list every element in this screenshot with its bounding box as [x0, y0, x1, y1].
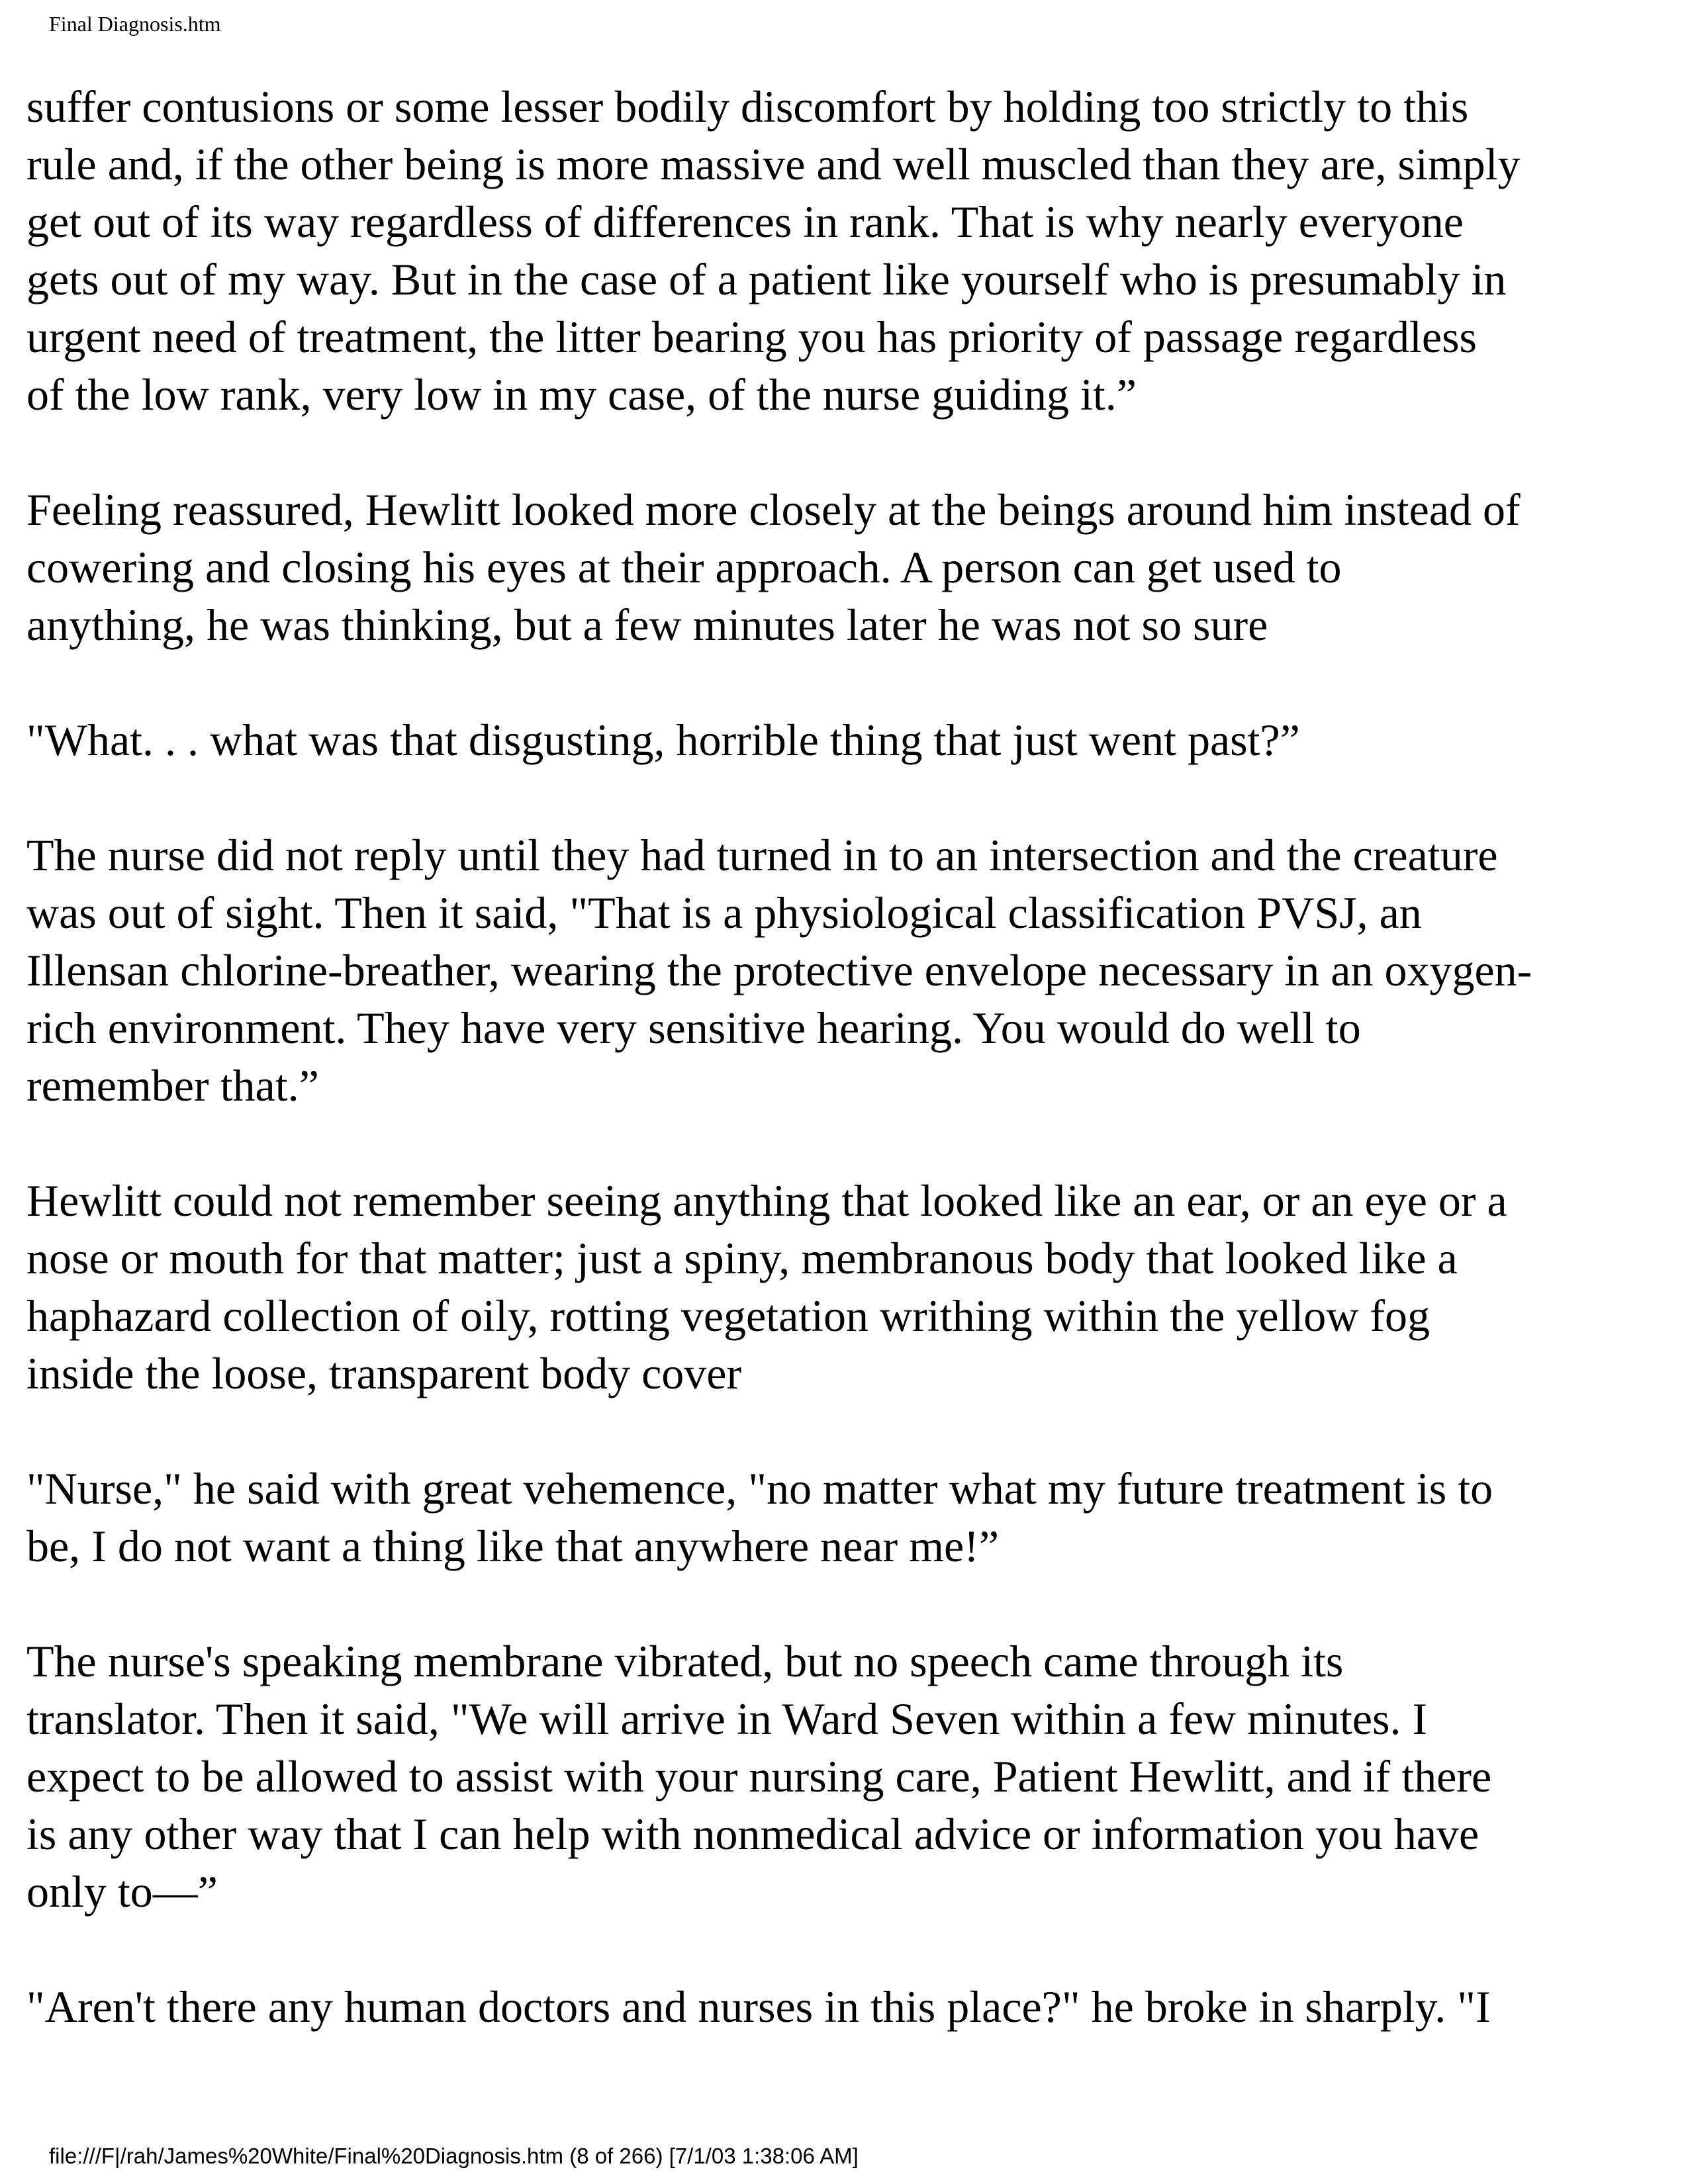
text-line: get out of its way regardless of differences in rank. That is why nearly everyone	[26, 197, 1464, 247]
paragraph-5	[26, 1172, 1668, 1402]
text-line: only to—”	[26, 1866, 218, 1917]
text-line: cowering and closing his eyes at their approach. A person can get used to	[26, 542, 1342, 592]
text-line: "Aren't there any human doctors and nurses in this place?" he broke in sharply. "I	[26, 1981, 1491, 2032]
text-line: be, I do not want a thing like that anywhere near me!”	[26, 1521, 1000, 1571]
paragraph-7	[26, 1633, 1668, 1921]
text-line: The nurse did not reply until they had turned in to an intersection and the creature	[26, 830, 1498, 880]
text-line: is any other way that I can help with nonmedical advice or information you have	[26, 1809, 1479, 1859]
text-line: urgent need of treatment, the litter bearing you has priority of passage regardless	[26, 312, 1477, 362]
text-line: rule and, if the other being is more massive and well muscled than they are, simply	[26, 139, 1521, 189]
text-line: anything, he was thinking, but a few minutes later he was not so sure	[26, 600, 1268, 650]
paragraph-4	[26, 827, 1668, 1115]
text-line: translator. Then it said, "We will arrive in Ward Seven within a few minutes. I	[26, 1694, 1428, 1744]
text-line: gets out of my way. But in the case of a patient like yourself who is presumably in	[26, 254, 1507, 304]
text-line: Hewlitt could not remember seeing anything that looked like an ear, or an eye or a	[26, 1175, 1507, 1226]
page-footer-url: file:///F|/rah/James%20White/Final%20Diagnosis.htm (8 of 266) [7/1/03 1:38:06 AM]	[49, 2144, 859, 2168]
text-line: Feeling reassured, Hewlitt looked more closely at the beings around him instead of	[26, 484, 1521, 535]
paragraph-1	[26, 78, 1668, 424]
paragraph-2	[26, 481, 1668, 654]
text-line: The nurse's speaking membrane vibrated, but no speech came through its	[26, 1636, 1344, 1686]
text-line: "Nurse," he said with great vehemence, "no matter what my future treatment is to	[26, 1463, 1493, 1514]
paragraph-3	[26, 711, 1668, 769]
text-line: inside the loose, transparent body cover	[26, 1348, 742, 1398]
text-line: remember that.”	[26, 1060, 319, 1111]
text-line: was out of sight. Then it said, "That is a physiological classification PVSJ, an	[26, 887, 1422, 938]
text-line: nose or mouth for that matter; just a spiny, membranous body that looked like a	[26, 1233, 1458, 1283]
paragraph-6	[26, 1460, 1668, 1575]
page-header-title: Final Diagnosis.htm	[49, 12, 221, 36]
text-line: of the low rank, very low in my case, of the nurse guiding it.”	[26, 369, 1137, 420]
paragraph-8	[26, 1978, 1668, 2036]
text-line: "What. . . what was that disgusting, horrible thing that just went past?”	[26, 715, 1300, 765]
text-line: rich environment. They have very sensitive hearing. You would do well to	[26, 1003, 1361, 1053]
document-body	[26, 78, 1668, 2093]
text-line: haphazard collection of oily, rotting vegetation writhing within the yellow fog	[26, 1291, 1430, 1341]
text-line: Illensan chlorine-breather, wearing the protective envelope necessary in an oxygen-	[26, 945, 1532, 995]
text-line: suffer contusions or some lesser bodily discomfort by holding too strictly to this	[26, 81, 1469, 132]
text-line: expect to be allowed to assist with your nursing care, Patient Hewlitt, and if there	[26, 1751, 1492, 1801]
